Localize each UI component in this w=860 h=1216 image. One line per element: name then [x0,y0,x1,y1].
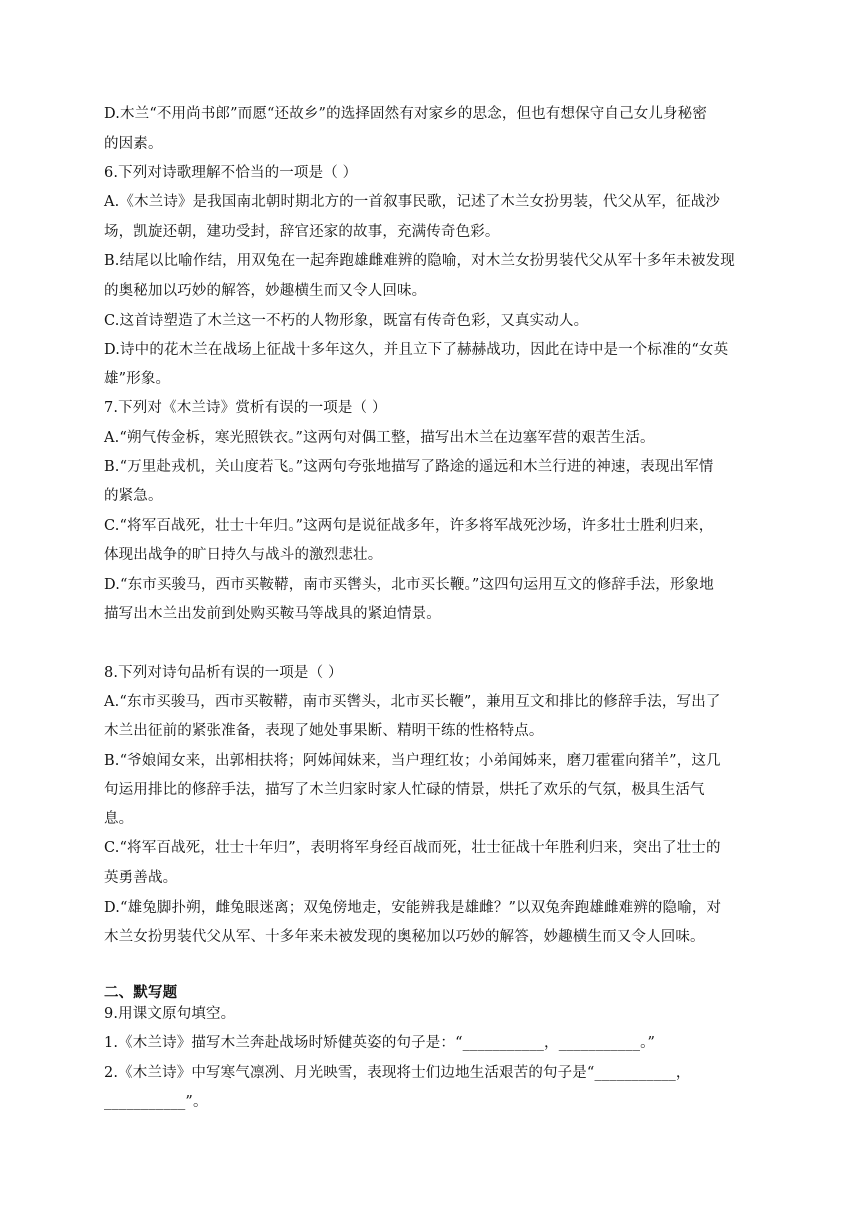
q8-option-d-line1: D.“雄兔脚扑朔，雌兔眼迷离；双兔傍地走，安能辨我是雄雌？”以双兔奔跑雄雌难辨的隐喻，对 [104,900,722,916]
q6-option-b-line1: B.结尾以比喻作结，用双兔在一起奔跑雄雌难辨的隐喻，对木兰女扮男装代父从军十多年未被发现 [104,253,735,269]
q7-option-a: A.“朔气传金柝，寒光照铁衣。”这两句对偶工整，描写出木兰在边塞军营的艰苦生活。 [104,430,655,446]
q8-option-a-line1: A.“东市买骏马，西市买鞍鞯，南市买辔头，北市买长鞭”，兼用互文和排比的修辞手法，写出了 [104,694,721,710]
section-heading-dictation: 二、默写题 [104,985,178,1001]
q7-option-b-line2: 的紧急。 [104,488,163,504]
q9-item-2-line2: ___________”。 [104,1094,208,1110]
q6-option-c: C.这首诗塑造了木兰这一不朽的人物形象，既富有传奇色彩，又真实动人。 [104,313,589,329]
q6-option-d-line2: 雄”形象。 [104,371,171,387]
q7-stem: 7.下列对《木兰诗》赏析有误的一项是（ ） [104,400,387,416]
q8-option-b-line3: 息。 [104,811,134,827]
q8-option-c-line2: 英勇善战。 [104,870,178,886]
q8-option-d-line2: 木兰女扮男装代父从军、十多年来未被发现的奥秘加以巧妙的解答，妙趣横生而又令人回味。 [104,929,705,945]
q7-option-b-line1: B.“万里赴戎机，关山度若飞。”这两句夸张地描写了路途的遥远和木兰行进的神速，表现出军情 [104,459,714,475]
q8-option-b-line2: 句运用排比的修辞手法，描写了木兰归家时家人忙碌的情景，烘托了欢乐的气氛，极具生活气 [104,782,705,798]
q5-option-d-line2: 的因素。 [104,136,163,152]
q7-option-d-line1: D.“东市买骏马，西市买鞍鞯，南市买辔头，北市买长鞭。”这四句运用互文的修辞手法，形象地 [104,577,714,593]
q5-option-d-line1: D.木兰“不用尚书郎”而愿“还故乡”的选择固然有对家乡的思念，但也有想保守自己女儿身秘密 [104,106,707,122]
q8-stem: 8.下列对诗句品析有误的一项是（ ） [104,665,343,681]
q8-option-b-line1: B.“爷娘闻女来，出郭相扶将；阿姊闻妹来，当户理红妆；小弟闻姊来，磨刀霍霍向猪羊”，这几 [104,753,721,769]
q9-stem: 9.用课文原句填空。 [104,1006,236,1022]
q6-option-a-line1: A.《木兰诗》是我国南北朝时期北方的一首叙事民歌，记述了木兰女扮男装，代父从军，征战沙 [104,194,721,210]
q9-item-2-line1: 2.《木兰诗》中写寒气凛冽、月光映雪，表现将士们边地生活艰苦的句子是“___________， [104,1065,691,1081]
q7-option-c-line2: 体现出战争的旷日持久与战斗的激烈悲壮。 [104,547,383,563]
q8-option-a-line2: 木兰出征前的紧张准备，表现了她处事果断、精明干练的性格特点。 [104,723,544,739]
q7-option-c-line1: C.“将军百战死，壮士十年归。”这两句是说征战多年，许多将军战死沙场，许多壮士胜利归来， [104,518,714,534]
q7-option-d-line2: 描写出木兰出发前到处购买鞍马等战具的紧迫情景。 [104,606,441,622]
q6-option-d-line1: D.诗中的花木兰在战场上征战十多年这久，并且立下了赫赫战功，因此在诗中是一个标准的“女英 [104,342,729,358]
q6-option-b-line2: 的奥秘加以巧妙的解答，妙趣横生而又令人回味。 [104,283,427,299]
q6-stem: 6.下列对诗歌理解不恰当的一项是（ ） [104,165,358,181]
q8-option-c-line1: C.“将军百战死，壮士十年归”，表明将军身经百战而死，壮士征战十年胜利归来，突出了壮士的 [104,840,721,856]
q9-item-1: 1.《木兰诗》描写木兰奔赴战场时矫健英姿的句子是：“___________，___________。” [104,1035,656,1051]
q6-option-a-line2: 场，凯旋还朝，建功受封，辞官还家的故事，充满传奇色彩。 [104,224,500,240]
